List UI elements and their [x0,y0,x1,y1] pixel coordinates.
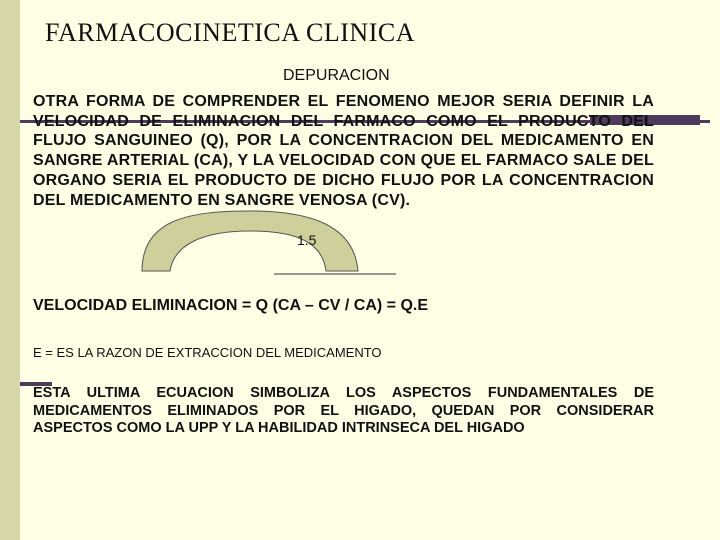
figure-number: 1.5 [297,232,317,248]
arc-shape [142,211,358,271]
extraction-ratio-definition: E = ES LA RAZON DE EXTRACCION DEL MEDICAMENTO [33,345,382,360]
paragraph-definition: OTRA FORMA DE COMPRENDER EL FENOMENO MEJOR SERIA DEFINIR LA VELOCIDAD DE ELIMINACION DEL FARMACO COMO EL PRODUCTO DEL FLUJO SANGUINEO (Q), POR LA CONCENTRACION DEL MEDICAMENTO EN SANGRE ARTERIAL (CA), Y LA VELOCIDAD CON QUE EL FARMACO SALE DEL ORGANO SERIA EL PRODUCTO DE DICHO FLUJO POR LA CONCENTRACION DEL MEDICAMENTO EN SANGRE VENOSA (CV). [33,93,654,209]
arc-diagram [140,205,400,277]
slide-title: FARMACOCINETICA CLINICA [45,18,415,47]
paragraph-conclusion: ESTA ULTIMA ECUACION SIMBOLIZA LOS ASPECTOS FUNDAMENTALES DE MEDICAMENTOS ELIMINADOS POR EL HIGADO, QUEDAN POR CONSIDERAR ASPECTOS COMO LA UPP Y LA HABILIDAD INTRINSECA DEL HIGADO [33,385,654,436]
elimination-equation: VELOCIDAD ELIMINACION = Q (CA – CV / CA) = Q.E [33,297,428,314]
slide-subtitle: DEPURACION [283,67,390,84]
sidebar-decoration [0,0,20,540]
